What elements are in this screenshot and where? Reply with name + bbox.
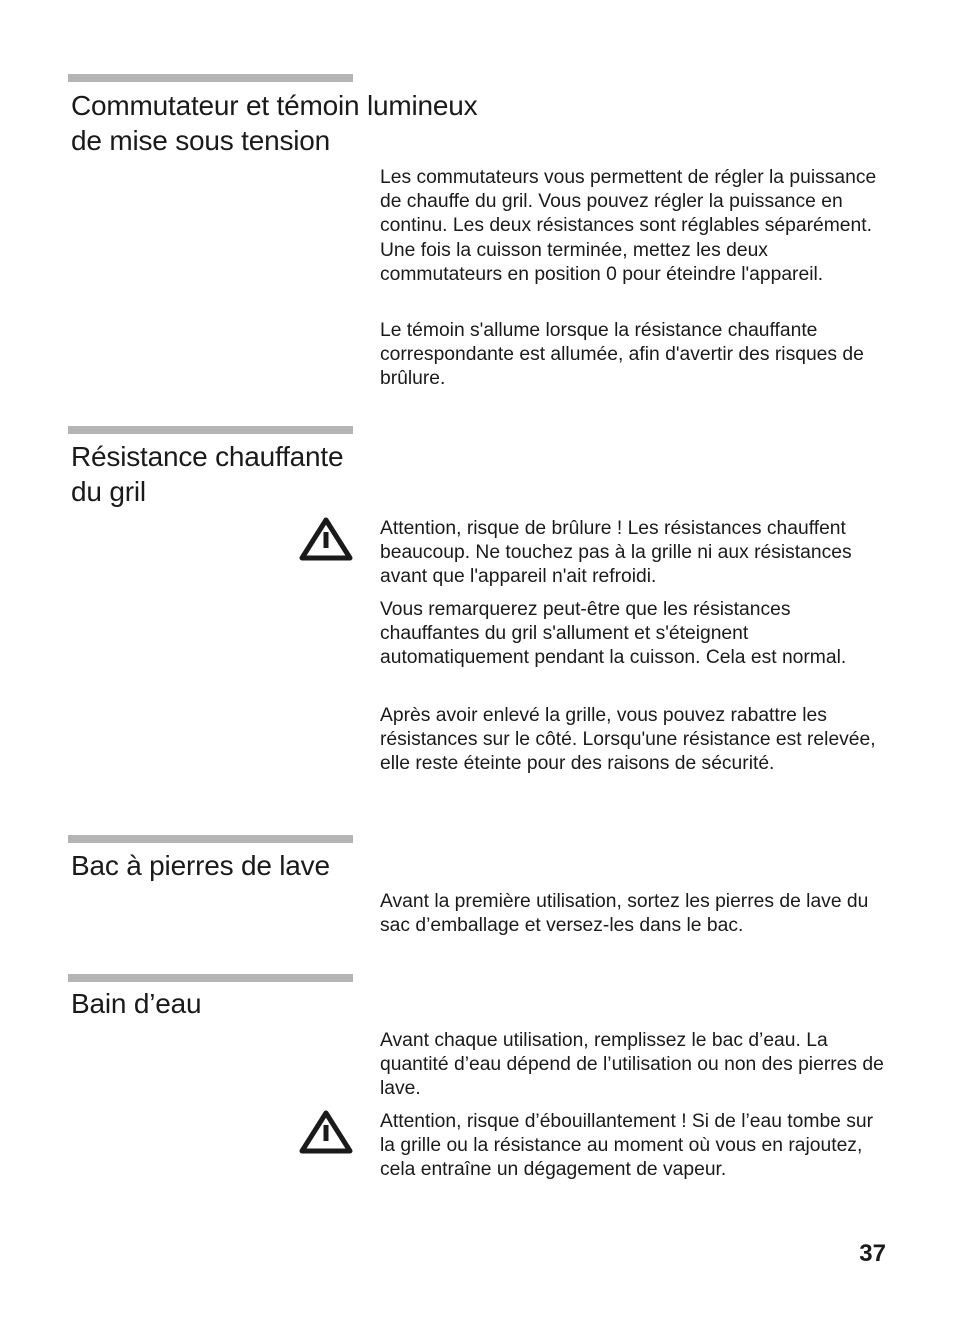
section-rule <box>68 426 353 434</box>
section-heading: Bain d’eau <box>71 988 202 1019</box>
section-heading: Bac à pierres de lave <box>71 850 330 881</box>
warning-triangle-icon <box>298 516 354 562</box>
warning-triangle-icon <box>298 1109 354 1155</box>
paragraph: Attention, risque d’ébouillantement ! Si de l’eau tombe sur la grille ou la résistance au moment où vous en rajoutez, cela entraîne un dégagement de vapeur. <box>380 1111 874 1181</box>
paragraph: Avant la première utilisation, sortez les pierres de lave du sac d’emballage et versez-les dans le bac. <box>380 891 869 937</box>
paragraph: Vous remarquerez peut-être que les résistances chauffantes du gril s'allument et s'éteignent automatiquement pendant la cuisson. Cela est normal. <box>380 599 847 669</box>
paragraph: Attention, risque de brûlure ! Les résistances chauffent beaucoup. Ne touchez pas à la grille ni aux résistances avant que l'appareil n'ait refroidi. <box>380 518 852 588</box>
paragraph: Avant chaque utilisation, remplissez le bac d’eau. La quantité d’eau dépend de l’utilisation ou non des pierres de lave. <box>380 1030 884 1100</box>
section-rule <box>68 835 353 843</box>
paragraph: Le témoin s'allume lorsque la résistance chauffante correspondante est allumée, afin d'avertir des risques de brûlure. <box>380 320 864 390</box>
page-number: 37 <box>859 1240 886 1267</box>
section-rule <box>68 974 353 982</box>
section-rule <box>68 74 353 82</box>
paragraph: Les commutateurs vous permettent de régler la puissance de chauffe du gril. Vous pouvez régler la puissance en continu. Les deux résistances sont réglables séparément. Une fois la cuisson terminée, mettez les deux commutateurs en position 0 pour éteindre l'appareil. <box>380 167 877 285</box>
section-heading: Commutateur et témoin lumineux de mise sous tension <box>71 90 478 156</box>
section-heading: Résistance chauffante du gril <box>71 441 344 507</box>
paragraph: Après avoir enlevé la grille, vous pouvez rabattre les résistances sur le côté. Lorsqu'une résistance est relevée, elle reste éteinte pour des raisons de sécurité. <box>380 705 876 775</box>
